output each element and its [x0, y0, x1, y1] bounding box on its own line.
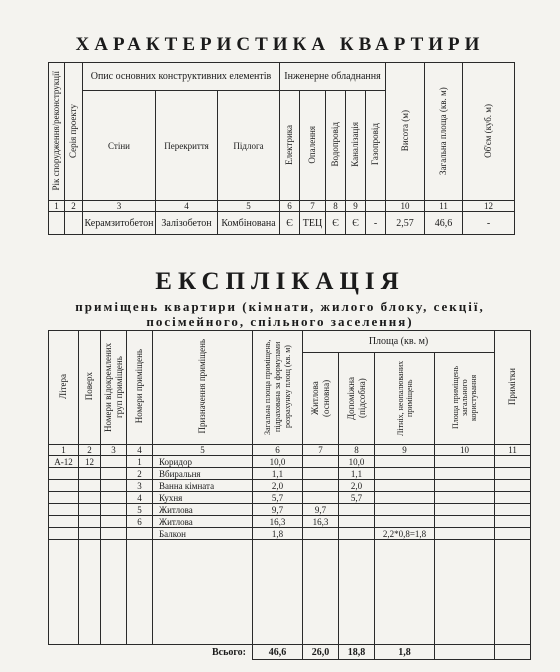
cell-electric: Є	[280, 212, 300, 235]
cell-floor-cover: Комбінована	[218, 212, 280, 235]
header-electric: Електрика	[280, 91, 300, 201]
explication-subtitle-line2: посімейного, спільного заселення)	[146, 314, 414, 329]
header-group-numbers: Номери відокремлених груп приміщень	[101, 331, 127, 445]
cell-litera	[49, 516, 79, 528]
cell-room-num	[127, 528, 153, 540]
cell-notes	[495, 456, 531, 468]
cell-room-name: Житлова	[153, 504, 253, 516]
col-num: 6	[280, 201, 300, 212]
header-purpose: Призначення приміщень	[153, 331, 253, 445]
header-gas: Газопровід	[366, 91, 386, 201]
col-num: 3	[83, 201, 156, 212]
empty-cell	[79, 540, 101, 645]
header-total-area: Загальна площа (кв. м)	[425, 63, 463, 201]
header-engineering: Інженерне обладнання	[280, 63, 386, 91]
cell-aux: 1,1	[339, 468, 375, 480]
col-num: 12	[463, 201, 515, 212]
cell-room-num: 5	[127, 504, 153, 516]
cell-total: 2,0	[253, 480, 303, 492]
cell-walls: Керамзитобетон	[83, 212, 156, 235]
cell-living	[303, 492, 339, 504]
cell-aux: 10,0	[339, 456, 375, 468]
cell-summer	[375, 456, 435, 468]
cell-group	[101, 456, 127, 468]
header-floor: Поверх	[79, 331, 101, 445]
header-year: Рік спорудження/реконструкції	[49, 63, 65, 201]
col-num: 11	[425, 201, 463, 212]
col-num: 1	[49, 201, 65, 212]
cell-floor	[79, 492, 101, 504]
cell-litera	[49, 480, 79, 492]
cell-total: 9,7	[253, 504, 303, 516]
header-auxiliary: Допоміжна (підсобна)	[339, 353, 375, 445]
header-series: Серія проекту	[65, 63, 83, 201]
empty-cell	[339, 540, 375, 645]
cell-group	[101, 492, 127, 504]
col-num: 2	[79, 445, 101, 456]
cell-common	[435, 480, 495, 492]
cell-room-name: Ванна кімната	[153, 480, 253, 492]
col-num: 1	[49, 445, 79, 456]
cell-litera	[49, 492, 79, 504]
header-volume: Об'єм (куб. м)	[463, 63, 515, 201]
total-area-value: 46,6	[253, 645, 303, 660]
characteristic-data-row	[49, 212, 515, 235]
characteristic-title: ХАРАКТЕРИСТИКА КВАРТИРИ	[75, 34, 485, 55]
header-common-use: Площа приміщень загального користування	[435, 353, 495, 445]
cell-summer	[375, 504, 435, 516]
empty-cell	[375, 540, 435, 645]
column-numbers-row	[49, 201, 515, 212]
empty-cell	[127, 540, 153, 645]
cell-litera	[49, 504, 79, 516]
cell-common	[435, 504, 495, 516]
header-heating: Опалення	[300, 91, 326, 201]
cell-living: 9,7	[303, 504, 339, 516]
col-num: 5	[153, 445, 253, 456]
header-total-area: Загальна площа приміщень, підрахована за формулами розрахунку площ (кв. м)	[253, 331, 303, 445]
cell-floor	[79, 516, 101, 528]
cell-living	[303, 528, 339, 540]
cell-group	[101, 504, 127, 516]
header-sewer: Каналізація	[346, 91, 366, 201]
cell-total: 16,3	[253, 516, 303, 528]
col-num: 3	[101, 445, 127, 456]
cell-total: 10,0	[253, 456, 303, 468]
col-num: 4	[127, 445, 153, 456]
cell-group	[101, 468, 127, 480]
explication-subtitle-line1: приміщень квартири (кімнати, жилого блоку, секції,	[75, 299, 485, 314]
total-notes	[495, 645, 531, 660]
header-room-numbers: Номери приміщень	[127, 331, 153, 445]
cell-floor	[79, 480, 101, 492]
cell-common	[435, 468, 495, 480]
cell-series	[65, 212, 83, 235]
col-num: 8	[339, 445, 375, 456]
column-numbers-row	[49, 445, 531, 456]
total-summer-value: 1,8	[375, 645, 435, 660]
cell-sewer: Є	[346, 212, 366, 235]
cell-group	[101, 528, 127, 540]
table-row	[49, 480, 531, 492]
cell-room-name: Балкон	[153, 528, 253, 540]
col-num: 7	[303, 445, 339, 456]
cell-group	[101, 480, 127, 492]
cell-aux	[339, 504, 375, 516]
cell-room-num: 6	[127, 516, 153, 528]
cell-total-area: 46,6	[425, 212, 463, 235]
empty-rows	[49, 540, 531, 645]
total-label: Всього:	[49, 645, 253, 660]
col-num: 9	[375, 445, 435, 456]
col-num: 5	[218, 201, 280, 212]
cell-living	[303, 468, 339, 480]
table-row	[49, 468, 531, 480]
cell-summer: 2,2*0,8=1,8	[375, 528, 435, 540]
header-litera: Літера	[49, 331, 79, 445]
table-row	[49, 504, 531, 516]
cell-litera	[49, 468, 79, 480]
cell-notes	[495, 528, 531, 540]
table-row	[49, 492, 531, 504]
total-aux-value: 18,8	[339, 645, 375, 660]
cell-floor	[79, 504, 101, 516]
characteristic-table	[48, 62, 515, 235]
empty-cell	[153, 540, 253, 645]
cell-volume: -	[463, 212, 515, 235]
col-num: 10	[386, 201, 425, 212]
col-num: 2	[65, 201, 83, 212]
header-height: Висота (м)	[386, 63, 425, 201]
cell-room-num: 3	[127, 480, 153, 492]
explication-title: ЕКСПЛІКАЦІЯ	[155, 268, 405, 295]
cell-floor	[79, 528, 101, 540]
cell-room-name: Вбиральня	[153, 468, 253, 480]
cell-common	[435, 528, 495, 540]
header-water: Водопровід	[326, 91, 346, 201]
empty-cell	[49, 540, 79, 645]
cell-notes	[495, 468, 531, 480]
total-living-value: 26,0	[303, 645, 339, 660]
header-summer: Літніх, неопалюваних приміщень	[375, 353, 435, 445]
cell-common	[435, 492, 495, 504]
cell-aux	[339, 516, 375, 528]
cell-summer	[375, 480, 435, 492]
cell-notes	[495, 492, 531, 504]
col-num-empty	[366, 201, 386, 212]
table-row	[49, 528, 531, 540]
cell-living	[303, 456, 339, 468]
cell-notes	[495, 504, 531, 516]
header-floor-cover: Підлога	[218, 91, 280, 201]
header-floors: Перекриття	[156, 91, 218, 201]
cell-common	[435, 516, 495, 528]
cell-room-name: Житлова	[153, 516, 253, 528]
col-num: 10	[435, 445, 495, 456]
cell-aux	[339, 528, 375, 540]
cell-living	[303, 480, 339, 492]
cell-gas: -	[366, 212, 386, 235]
cell-room-num: 1	[127, 456, 153, 468]
cell-notes	[495, 516, 531, 528]
cell-room-num: 4	[127, 492, 153, 504]
total-row	[49, 645, 531, 660]
cell-total: 1,8	[253, 528, 303, 540]
table-row	[49, 516, 531, 528]
cell-summer	[375, 492, 435, 504]
header-notes: Примітки	[495, 331, 531, 445]
table-row	[49, 456, 531, 468]
cell-height: 2,57	[386, 212, 425, 235]
empty-cell	[435, 540, 495, 645]
cell-litera: А-12	[49, 456, 79, 468]
cell-floor	[79, 468, 101, 480]
col-num: 8	[326, 201, 346, 212]
cell-group	[101, 516, 127, 528]
cell-notes	[495, 480, 531, 492]
total-common-value	[435, 645, 495, 660]
cell-water: Є	[326, 212, 346, 235]
empty-cell	[253, 540, 303, 645]
cell-litera	[49, 528, 79, 540]
cell-total: 1,1	[253, 468, 303, 480]
cell-room-num: 2	[127, 468, 153, 480]
cell-aux: 5,7	[339, 492, 375, 504]
header-area: Площа (кв. м)	[303, 331, 495, 353]
col-num: 6	[253, 445, 303, 456]
cell-aux: 2,0	[339, 480, 375, 492]
cell-year	[49, 212, 65, 235]
header-structure: Опис основних конструктивних елементів	[83, 63, 280, 91]
cell-room-name: Коридор	[153, 456, 253, 468]
cell-total: 5,7	[253, 492, 303, 504]
cell-floors: Залізобетон	[156, 212, 218, 235]
col-num: 4	[156, 201, 218, 212]
cell-room-name: Кухня	[153, 492, 253, 504]
cell-heating: ТЕЦ	[300, 212, 326, 235]
col-num: 11	[495, 445, 531, 456]
cell-common	[435, 456, 495, 468]
col-num: 7	[300, 201, 326, 212]
cell-floor: 12	[79, 456, 101, 468]
empty-cell	[303, 540, 339, 645]
header-walls: Стіни	[83, 91, 156, 201]
cell-summer	[375, 516, 435, 528]
empty-cell	[495, 540, 531, 645]
explication-table	[48, 330, 531, 660]
cell-living: 16,3	[303, 516, 339, 528]
empty-cell	[101, 540, 127, 645]
header-living: Житлова (основна)	[303, 353, 339, 445]
cell-summer	[375, 468, 435, 480]
col-num: 9	[346, 201, 366, 212]
